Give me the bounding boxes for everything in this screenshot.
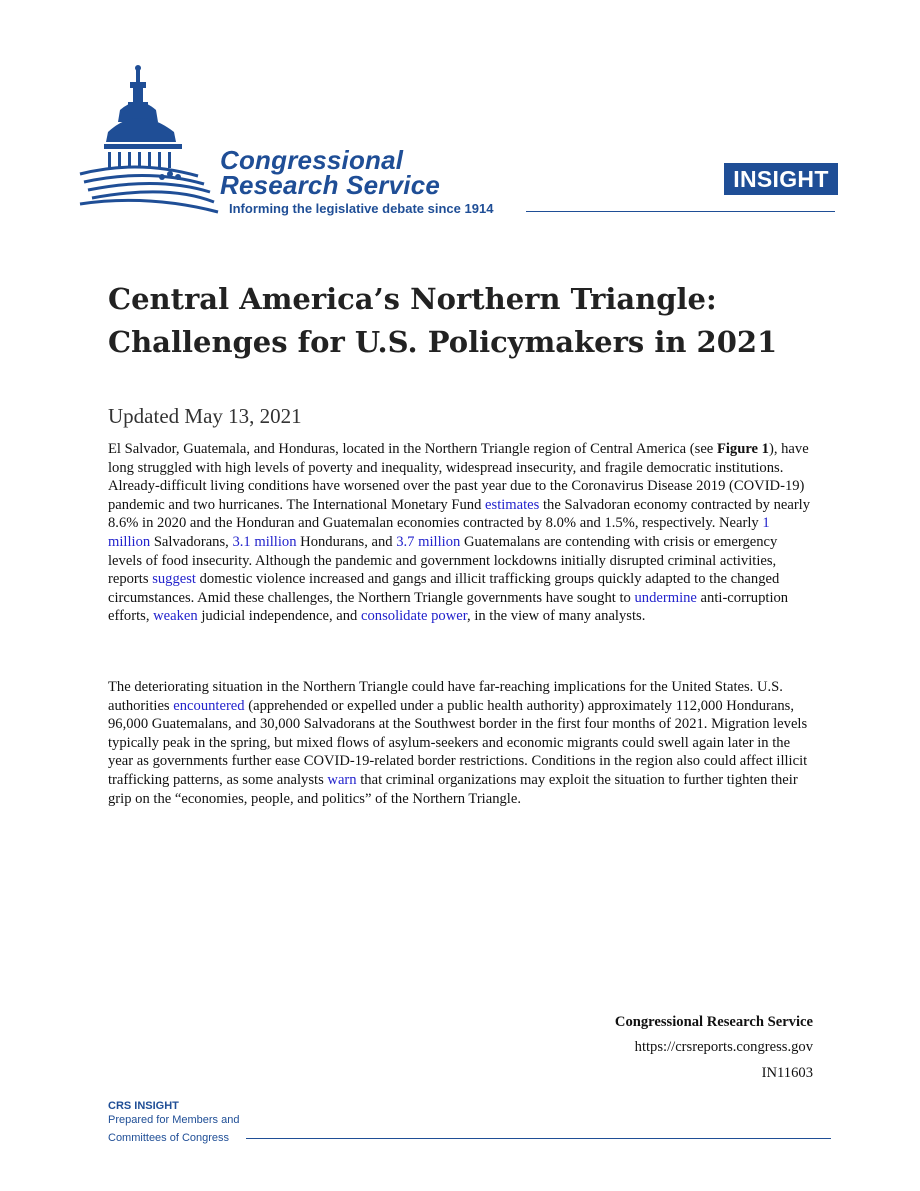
footer-prepared-line2: Committees of Congress [108,1132,230,1144]
figure-reference[interactable]: Figure 1 [716,441,769,457]
link-weaken[interactable]: weaken [153,608,198,625]
link-3-1-million[interactable]: 3.1 million [232,533,297,550]
footer-url[interactable]: https://crsreports.congress.gov [634,1039,813,1055]
link-encountered[interactable]: encountered [173,697,245,714]
org-tagline: Informing the legislative debate since 1914 [229,201,494,216]
header-divider [526,211,835,212]
org-name-line1: Congressional [220,145,404,175]
footer-org-name: Congressional Research Service [614,1014,813,1030]
link-consolidate-power[interactable]: consolidate power [361,608,468,625]
link-3-7-million[interactable]: 3.7 million [396,533,461,550]
footer-prepared-line1: Prepared for Members and [108,1114,240,1126]
link-suggest[interactable]: suggest [152,571,196,588]
org-name-line2: Research Service [220,170,441,200]
insight-badge: INSIGHT [724,163,838,195]
body-paragraph-1: El Salvador, Guatemala, and Honduras, located in the Northern Triangle region of Central America (see Figure 1), have long struggled with high levels of poverty and inequality, widespread insecurity, and fragile democratic institutions. Already-difficult living conditions have worsened over the past year due to the Coronavirus Disease 2019 (COVID-19) pandemic and two hurricanes. The International Monetary Fund estimates the Salvadoran economy contracted by nearly 8.6% in 2020 and the Honduran and Guatemalan economies contracted by 8.0% and 1.5%, respectively. Nearly 1 million Salvadorans, 3.1 million Hondurans, and 3.7 million Guatemalans are contending with crisis or emergency levels of food insecurity. Although the pandemic and government lockdowns initially disrupted criminal activities, reports suggest domestic violence increased and gangs and illicit trafficking groups quickly adapted to the changed circumstances. Amid these challenges, the Northern Triangle governments have sought to undermine anti-corruption efforts, weaken judicial independence, and consolidate power, in the view of many analysts. [108,441,811,625]
link-undermine[interactable]: undermine [634,589,697,606]
footer-crs-insight: CRS INSIGHT [108,1100,179,1112]
link-warn[interactable]: warn [327,771,357,788]
page-title-line1: Central America’s Northern Triangle: [108,282,717,316]
crs-dome-logo-icon [78,64,223,214]
report-id: IN11603 [761,1065,813,1081]
footer-divider [246,1138,831,1139]
body-paragraph-2: The deteriorating situation in the Northern Triangle could have far-reaching implications for the United States. U.S. authorities encountered (apprehended or expelled under a public health authority) approximately 112,000 Hondurans, 96,000 Guatemalans, and 30,000 Salvadorans at the Southwest border in the first four months of 2021. Migration levels typically peak in the spring, but mixed flows of asylum-seekers and economic migrants could swell again later in the year as governments further ease COVID-19-related border restrictions. Conditions in the region also could affect illicit trafficking patterns, as some analysts warn that criminal organizations may exploit the situation to further tighten their grip on the “economies, people, and politics” of the Northern Triangle. [108,679,808,807]
link-1-million[interactable]: 1 million [108,515,770,550]
link-estimates[interactable]: estimates [485,496,540,513]
page-title-line2: Challenges for U.S. Policymakers in 2021 [108,325,778,359]
capitol-dome-icon [104,65,182,180]
updated-date: Updated May 13, 2021 [108,404,302,428]
